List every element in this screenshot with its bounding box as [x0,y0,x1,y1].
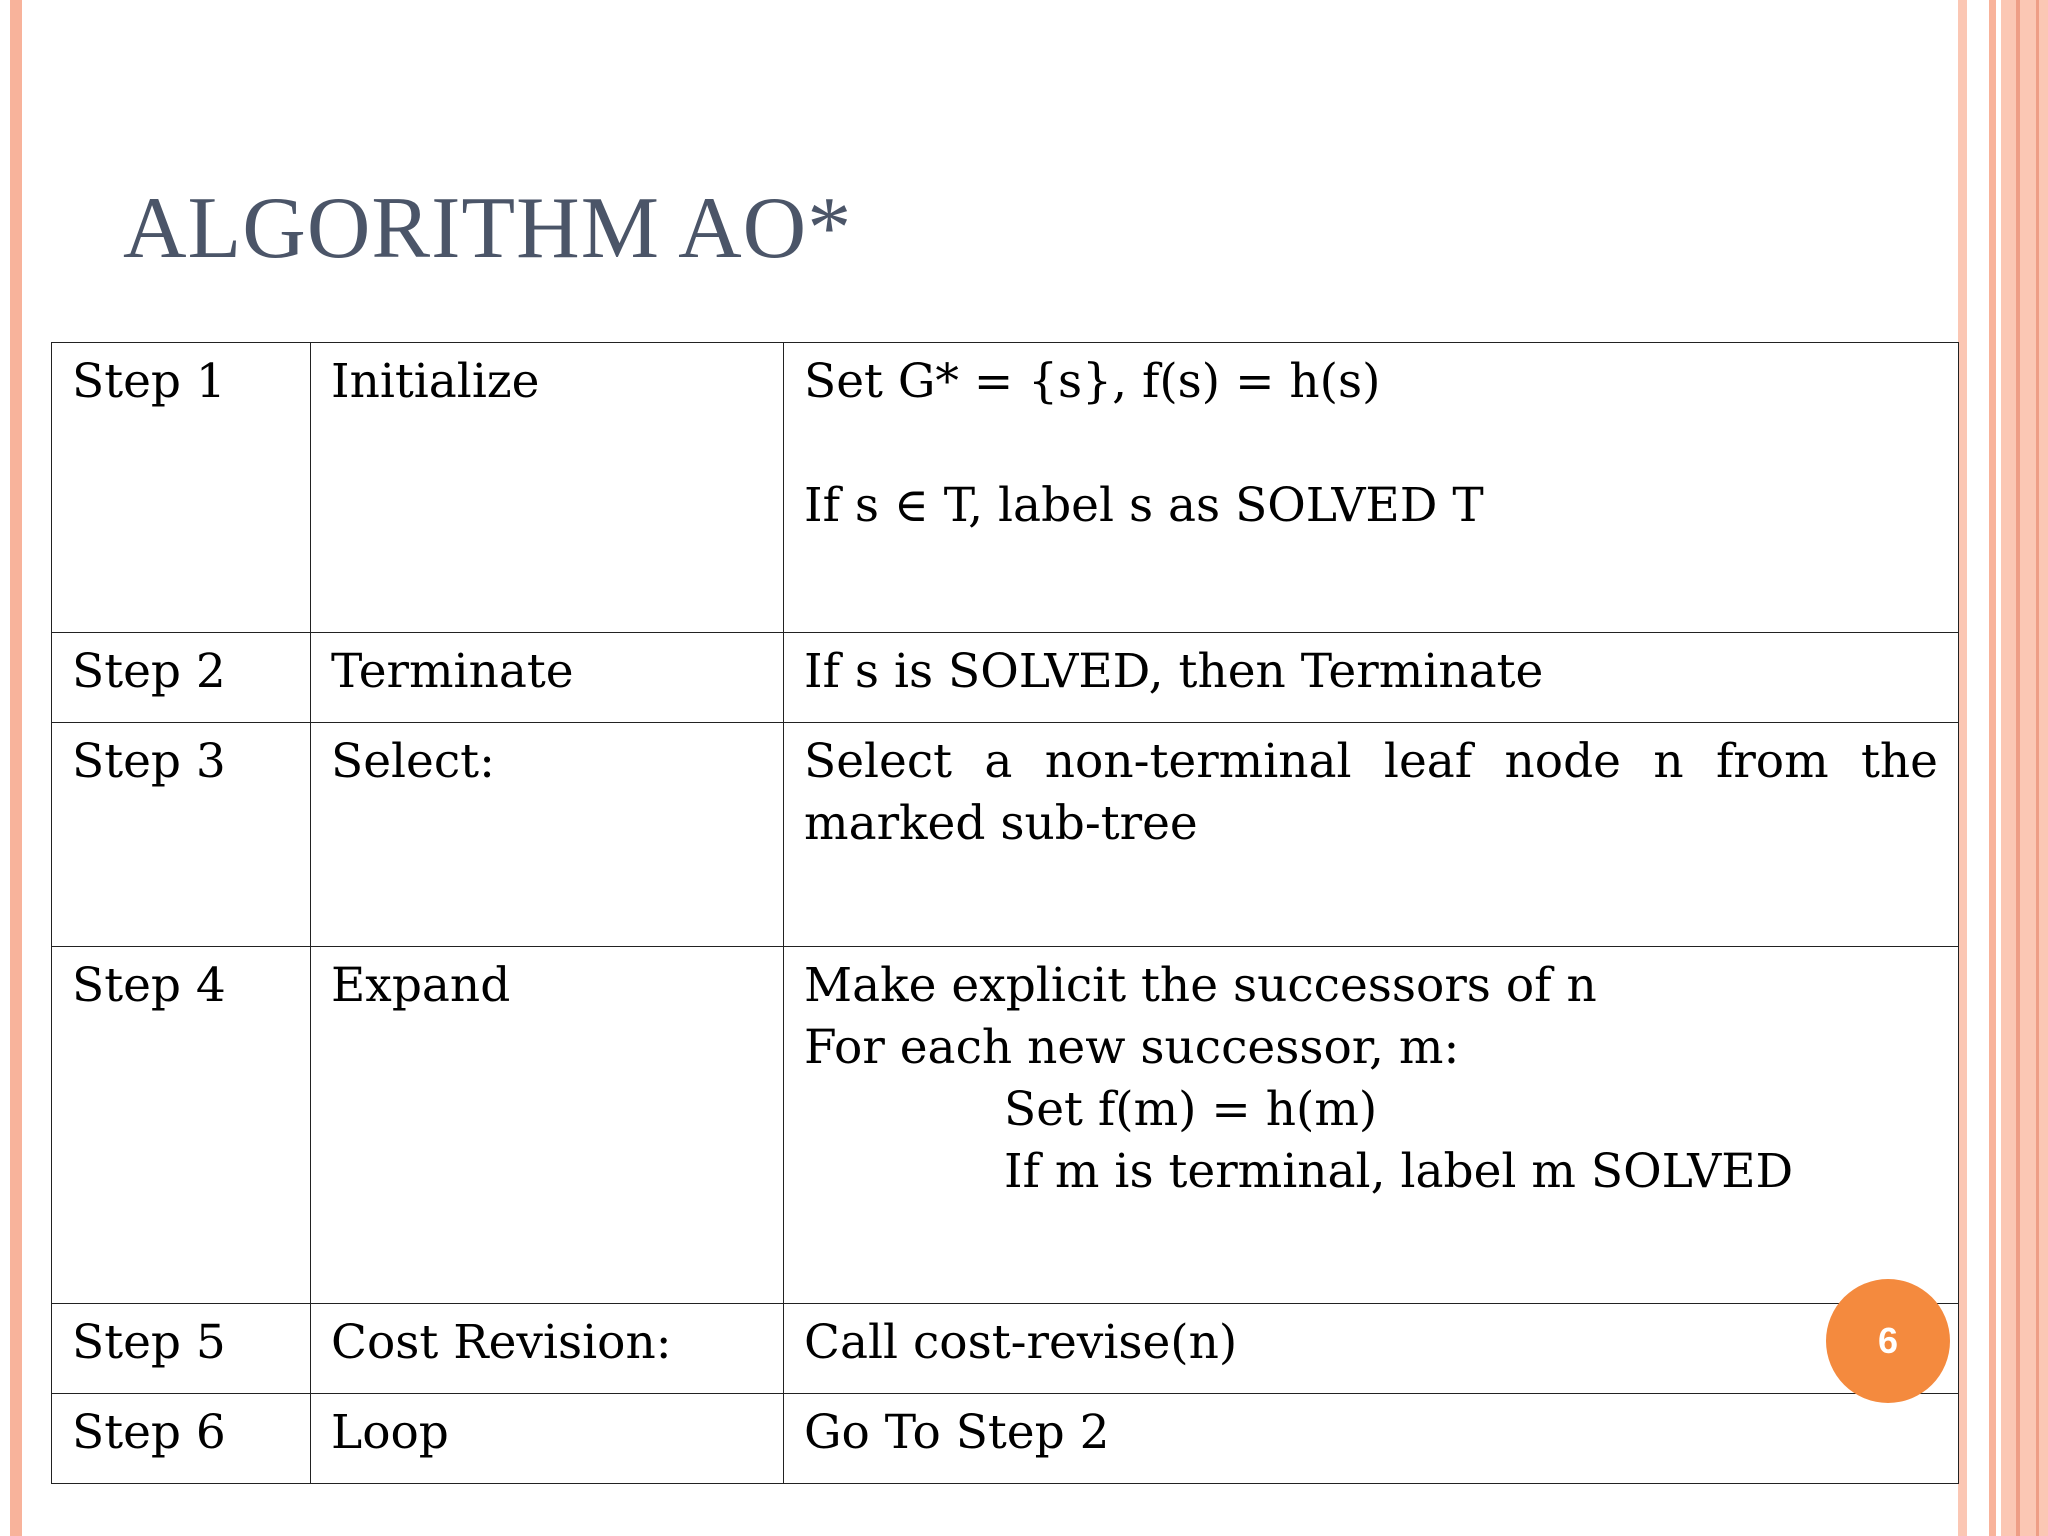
right-border-line [2036,0,2039,1536]
step-action: Loop [311,1394,784,1484]
description-line-indented: If m is terminal, label m SOLVED [1004,1144,1794,1199]
table-row [52,343,1959,633]
right-border-stripe [2001,0,2048,1536]
line-spacer [804,413,1938,475]
description-line: If s is SOLVED, then Terminate [804,644,1544,699]
right-border-gap [1967,0,1989,1536]
step-action: Select: [311,723,784,947]
step-label: Step 2 [52,633,311,723]
step-label: Step 5 [52,1304,311,1394]
table-row [52,633,1959,723]
step-description [784,343,1959,633]
description-line: Call cost-revise(n) [804,1315,1238,1370]
description-paragraph: Select a non-terminal leaf node n from the marked sub-tree [804,734,1938,851]
step-description [784,1304,1959,1394]
step-action: Expand [311,947,784,1304]
right-border-stripe [1989,0,1996,1536]
description-line: For each new successor, m: [804,1020,1460,1075]
slide-title: ALGORITHM AO* [123,180,853,277]
step-action: Initialize [311,343,784,633]
step-label: Step 3 [52,723,311,947]
description-line: Set G* = {s}, f(s) = h(s) [804,354,1381,409]
right-border-line [2016,0,2020,1536]
page-number-badge: 6 [1826,1279,1950,1403]
step-description [784,723,1959,947]
description-line: Go To Step 2 [804,1405,1110,1460]
description-line: Make explicit the successors of n [804,958,1597,1013]
step-label: Step 4 [52,947,311,1304]
table-row [52,1394,1959,1484]
step-action: Cost Revision: [311,1304,784,1394]
step-label: Step 6 [52,1394,311,1484]
table-row [52,1304,1959,1394]
algorithm-table [51,342,1959,1484]
step-description [784,633,1959,723]
step-label: Step 1 [52,343,311,633]
table-row [52,947,1959,1304]
description-line-indented: Set f(m) = h(m) [1004,1082,1378,1137]
step-action: Terminate [311,633,784,723]
table-row [52,723,1959,947]
step-description [784,947,1959,1304]
description-line: If s ∈ T, label s as SOLVED T [804,478,1484,533]
left-border-stripe [10,0,22,1536]
right-border-stripe [1958,0,1967,1536]
step-description [784,1394,1959,1484]
